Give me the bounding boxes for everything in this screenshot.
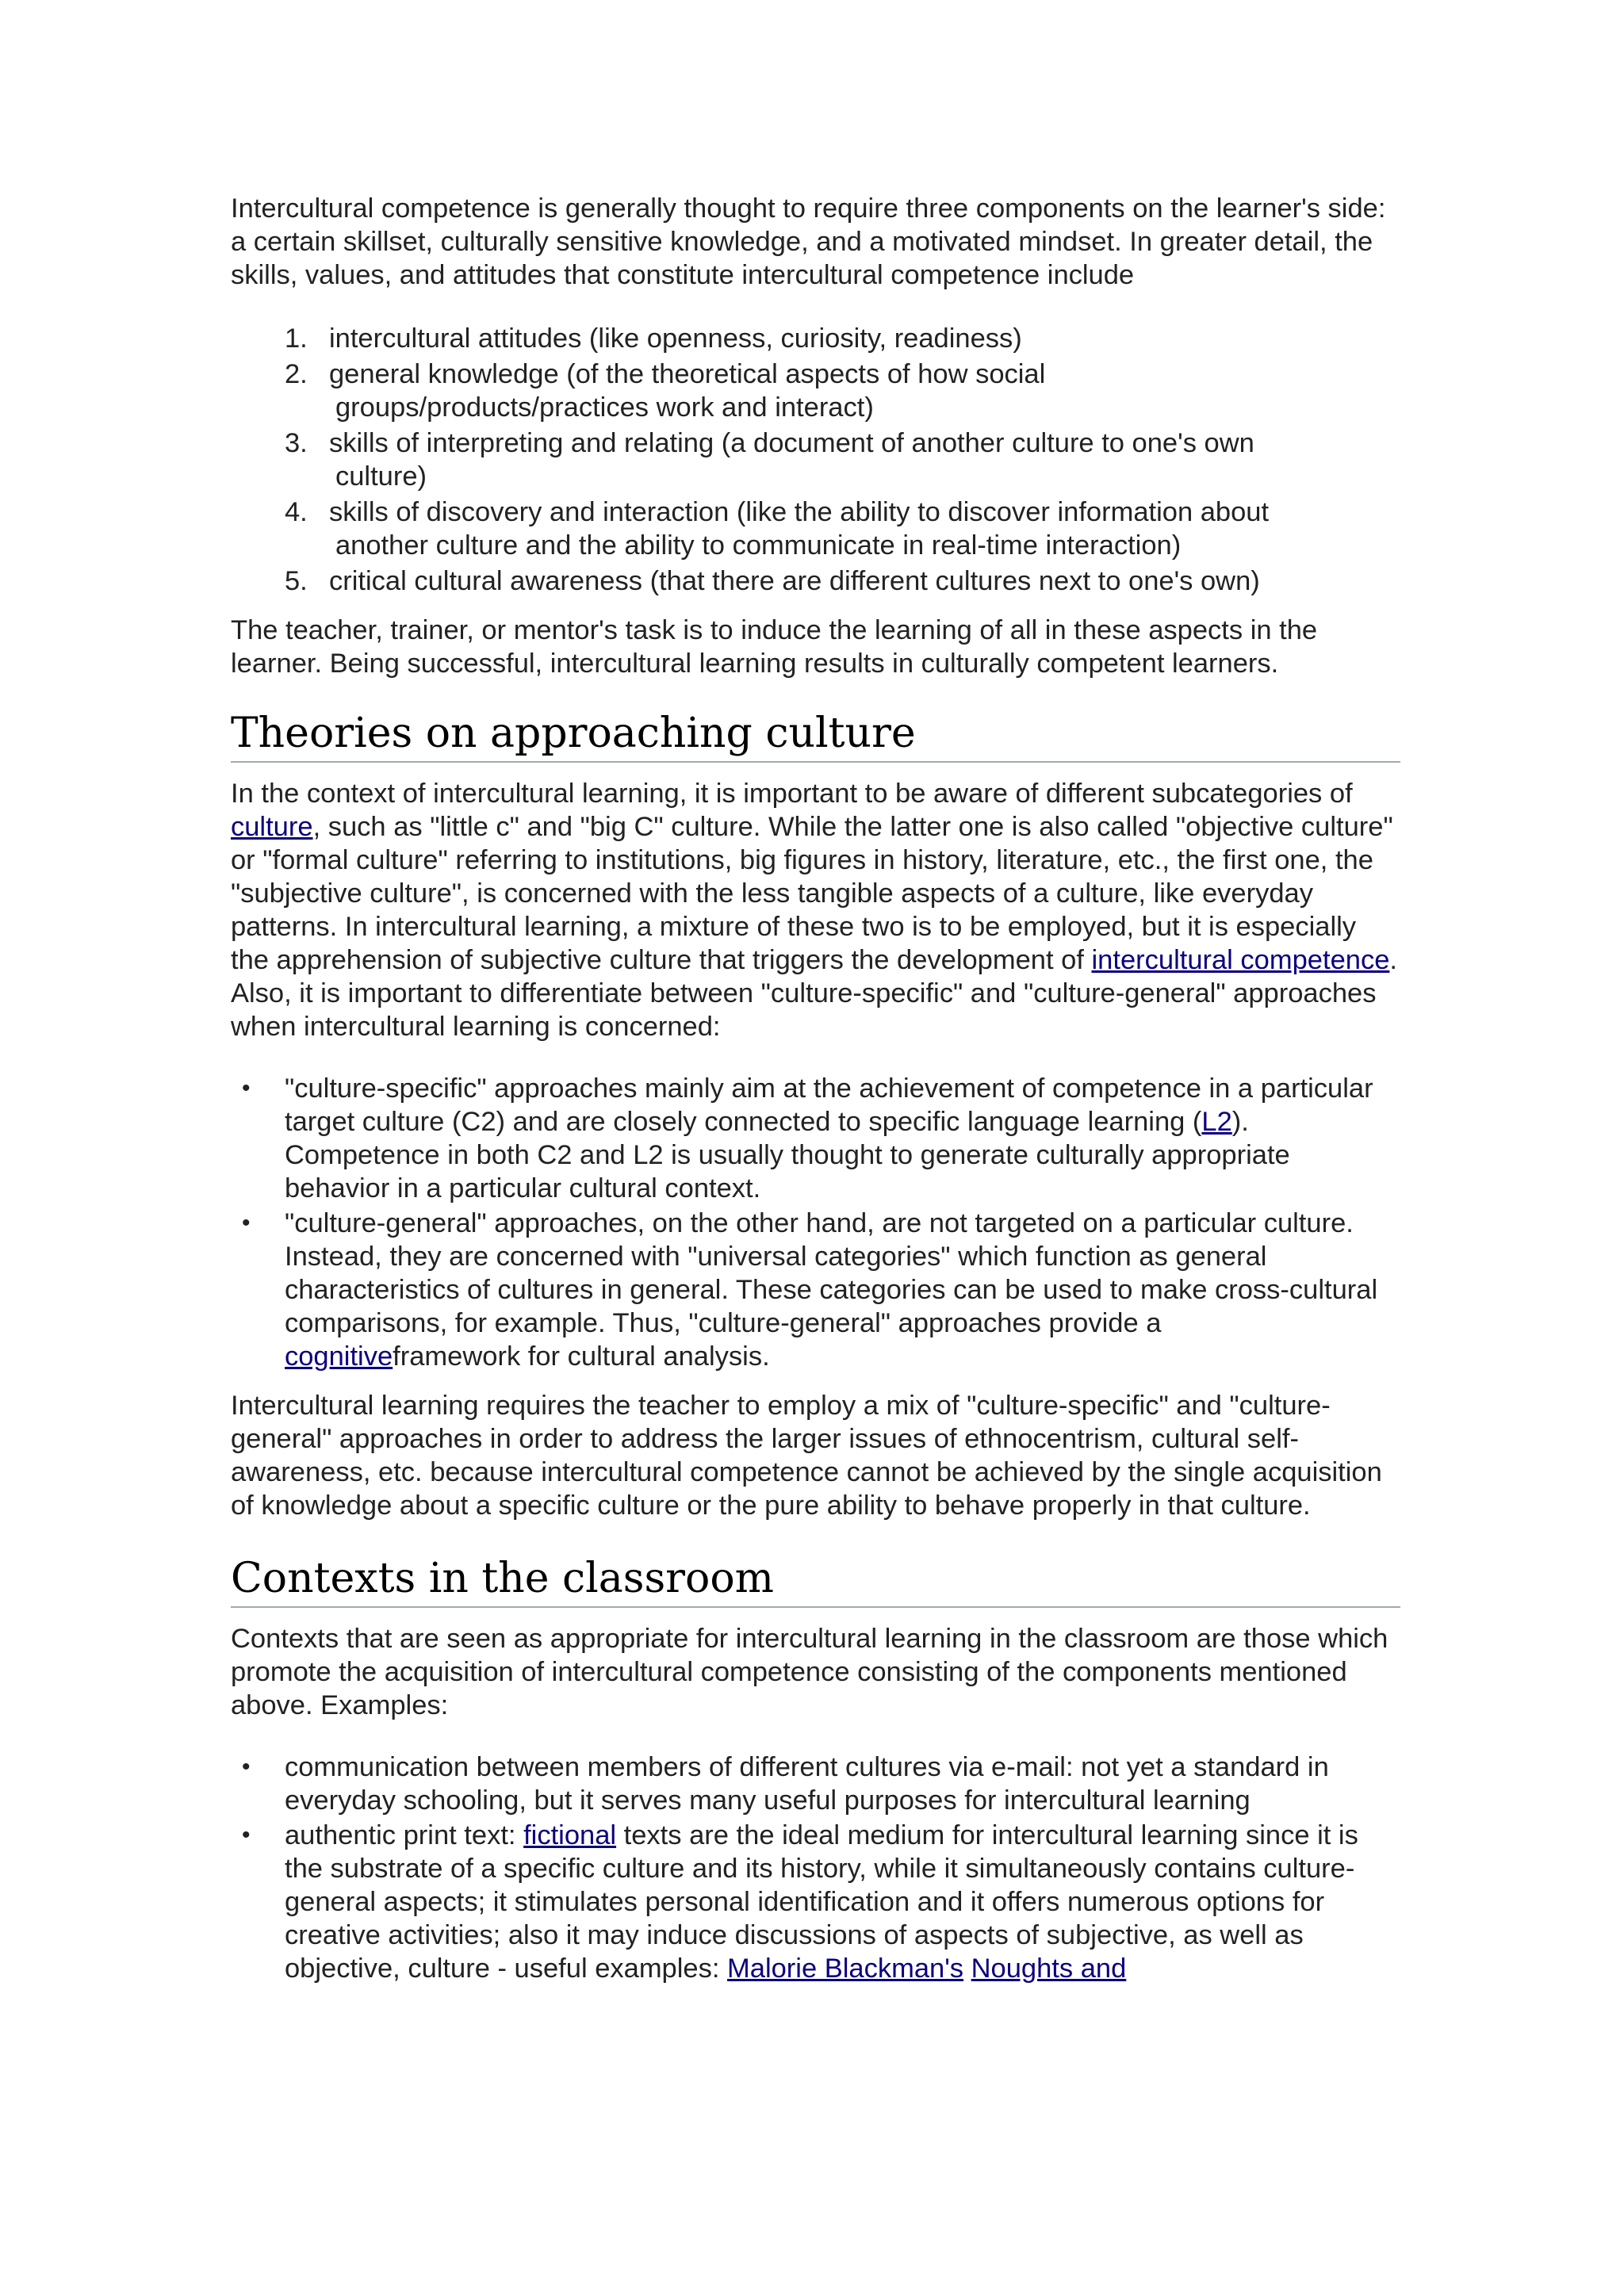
list-item-text: critical cultural awareness (that there are different cultures next to one's own) <box>329 566 1260 596</box>
link-l2[interactable]: L2 <box>1201 1107 1232 1137</box>
link-cognitive[interactable]: cognitive <box>285 1341 393 1372</box>
components-list <box>231 322 1400 598</box>
intro-paragraph: Intercultural competence is generally thought to require three components on the learner's side: a certain skillset, culturally sensitive knowledge, and a motivated mindset. In greater detail, the skills, values, and attitudes that constitute intercultural competence include <box>231 193 1386 290</box>
mix-paragraph: Intercultural learning requires the teacher to employ a mix of "culture-specific" and "culture-general" approaches in order to address the larger issues of ethnocentrism, cultural self-awareness, etc. because intercultural competence cannot be achieved by the single acquisition of knowledge about a specific culture or the pure ability to behave properly in that culture. <box>231 1391 1382 1521</box>
text-run: communication between members of different cultures via e-mail: not yet a standard in everyday schooling, but it serves many useful purposes for intercultural learning <box>285 1752 1329 1816</box>
text-run: . <box>1389 945 1397 975</box>
link-noughts-and-crosses[interactable]: Noughts and <box>971 1954 1127 1984</box>
list-item-continuation: groups/products/practices work and interact) <box>335 392 874 423</box>
list-item-continuation: culture) <box>335 461 427 492</box>
contexts-paragraph: Contexts that are seen as appropriate for intercultural learning in the classroom are those which promote the acquisition of intercultural competence consisting of the components mentioned above. Examples: <box>231 1624 1388 1720</box>
bullet-icon: • <box>242 1210 251 1236</box>
list-number: 3. <box>285 428 308 458</box>
text-run <box>963 1954 971 1984</box>
link-fictional[interactable]: fictional <box>523 1820 617 1850</box>
list-item-text: skills of interpreting and relating (a document of another culture to one's own <box>329 428 1254 458</box>
bullet-icon: • <box>242 1822 251 1848</box>
list-item-text: skills of discovery and interaction (like the ability to discover information about <box>329 497 1270 527</box>
list-item <box>231 1072 1400 1205</box>
examples-list <box>231 1751 1400 1985</box>
list-item <box>231 1751 1400 1817</box>
text-run: In the context of intercultural learning, it is important to be aware of different subcategories of <box>231 779 1353 809</box>
link-malorie-blackman[interactable]: Malorie Blackman's <box>727 1954 964 1984</box>
text-run: texts are the ideal medium for intercultural learning since it is the substrate of a specific culture and its history, while it simultaneously contains culture-general aspects; it stimulates personal identification and it offers numerous options for creative activities; also it may induce discussions of aspects of subjective, as well as objective, culture - useful examples: <box>285 1820 1358 1984</box>
list-item <box>231 1819 1400 1985</box>
link-intercultural-competence[interactable]: intercultural competence <box>1091 945 1390 975</box>
list-item <box>231 427 1400 493</box>
text-run: framework for cultural analysis. <box>393 1341 770 1372</box>
list-item-continuation: another culture and the ability to communicate in real-time interaction) <box>335 530 1182 561</box>
list-item <box>231 496 1400 562</box>
text-run: "culture-specific" approaches mainly aim at the achievement of competence in a particular target culture (C2) and are closely connected to specific language learning ( <box>285 1073 1373 1137</box>
text-run: , such as "little c" and "big C" culture. While the latter one is also called "objective culture" or "formal culture" referring to institutions, big figures in history, literature, etc., the first one, the "subjective culture", is concerned with the less tangible aspects of a culture, like everyday patterns. In intercultural learning, a mixture of these two is to be employed, but it is especially the apprehension of subjective culture that triggers the development of <box>231 812 1393 975</box>
section-heading-contexts: Contexts in the classroom <box>231 1554 1400 1608</box>
list-item-text: general knowledge (of the theoretical aspects of how social <box>329 359 1046 389</box>
section-heading-theories: Theories on approaching culture <box>231 709 1400 763</box>
list-item-text: intercultural attitudes (like openness, curiosity, readiness) <box>329 323 1022 354</box>
bullet-icon: • <box>242 1075 251 1101</box>
list-item <box>231 358 1400 424</box>
list-number: 2. <box>285 359 308 389</box>
approaches-list <box>231 1072 1400 1373</box>
text-run: "culture-general" approaches, on the other hand, are not targeted on a particular culture. Instead, they are concerned with "universal categories" which function as general characteristics of cultures in general. These categories can be used to make cross-cultural comparisons, for example. Thus, "culture-general" approaches provide a <box>285 1208 1378 1338</box>
bullet-icon: • <box>242 1754 251 1780</box>
document-page <box>231 192 1400 2001</box>
theories-paragraph <box>231 777 1400 977</box>
approaches-paragraph: Also, it is important to differentiate between "culture-specific" and "culture-general" approaches when intercultural learning is concerned: <box>231 978 1377 1042</box>
list-item <box>231 1207 1400 1373</box>
text-run: ). Competence in both C2 and L2 is usually thought to generate culturally appropriate behavior in a particular cultural context. <box>285 1107 1290 1203</box>
list-number: 5. <box>285 566 308 596</box>
list-item <box>231 564 1400 598</box>
teacher-task-paragraph: The teacher, trainer, or mentor's task is to induce the learning of all in these aspects in the learner. Being successful, intercultural learning results in culturally competent learners. <box>231 615 1318 679</box>
text-run: authentic print text: <box>285 1820 524 1850</box>
link-culture[interactable]: culture <box>231 812 313 842</box>
list-number: 4. <box>285 497 308 527</box>
list-item <box>231 322 1400 355</box>
list-number: 1. <box>285 323 308 354</box>
